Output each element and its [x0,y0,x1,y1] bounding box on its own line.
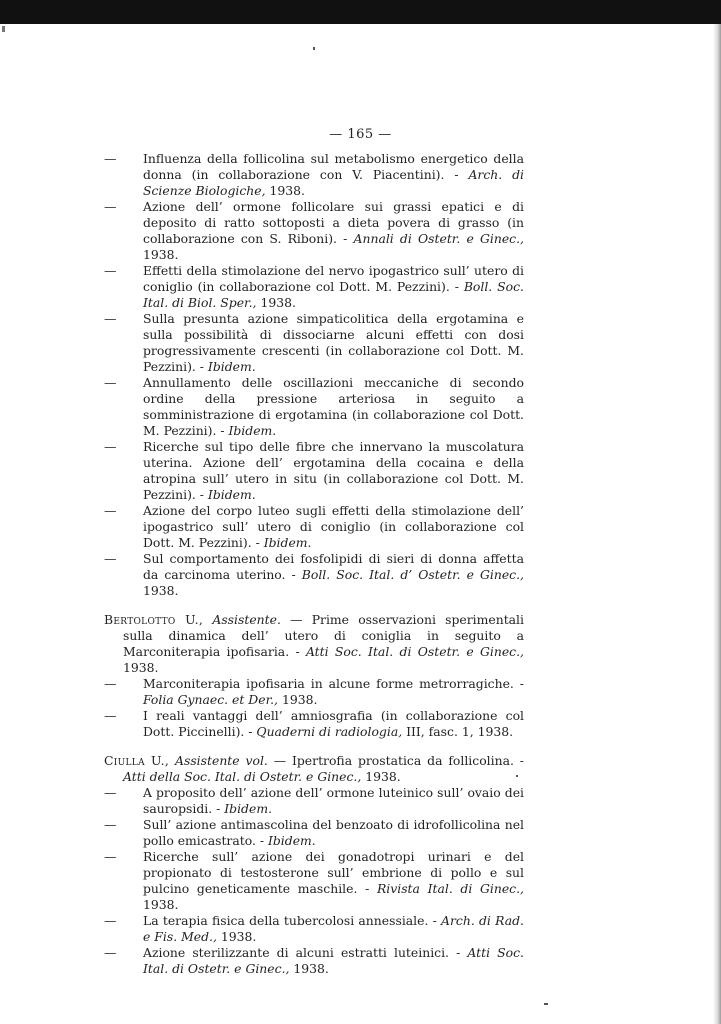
bibliography [104,151,524,977]
bibliography-entry: — Azione sterilizzante di alcuni estratti luteinici. - Atti Soc. Ital. di Ostetr. e Ginec., 1938. [104,945,524,976]
bibliography-block-0 [104,151,524,599]
author-name: Ciulla U., [104,753,170,768]
author-name: Bertolotto U., [104,612,204,627]
bibliography-entry: — Sulla presunta azione simpaticolitica della ergotamina e sulla possibilità di dissociarne alcuni effetti con dosi progressivamente crescenti (in collaborazione col Dott. M. Pezzini). - Ibidem. [104,311,524,374]
bibliography-entry: — Ricerche sul tipo delle fibre che innervano la muscolatura uterina. Azione dell’ ergotamina della cocaina e della atropina sull’ utero in situ (in collaborazione col Dott. M. Pezzini). - Ibidem. [104,439,524,502]
bibliography-entry: — A proposito dell’ azione dell’ ormone luteinico sull’ ovaio dei sauropsidi. - Ibidem. [104,785,524,816]
bibliography-block-2 [104,753,524,977]
bibliography-entry: — Marconiterapia ipofisaria in alcune forme metrorragiche. - Folia Gynaec. et Der., 1938. [104,676,524,707]
scan-speck [313,47,315,50]
author-role: Assistente vol. [175,753,268,768]
scan-right-edge [713,24,721,1024]
bibliography-entry: — I reali vantaggi dell’ amniosgrafia (in collaborazione col Dott. Piccinelli). - Quaderni di radiologia, III, fasc. 1, 1938. [104,708,524,739]
scan-top-border [0,0,721,24]
bibliography-entry: — Effetti della stimolazione del nervo ipogastrico sull’ utero di coniglio (in collaborazione col Dott. M. Pezzini). - Boll. Soc. Ital. di Biol. Sper., 1938. [104,263,524,310]
page-number: — 165 — [329,127,392,142]
scan-speck [544,1003,548,1005]
bibliography-block-1 [104,612,524,740]
bibliography-entry: — Annullamento delle oscillazioni meccaniche di secondo ordine della pressione arteriosa in seguito a somministrazione di ergotamina (in collaborazione col Dott. M. Pezzini). - Ibidem. [104,375,524,438]
bibliography-entry: — Azione del corpo luteo sugli effetti della stimolazione dell’ ipogastrico sull’ utero di coniglio (in collaborazione col Dott. M. Pezzini). - Ibidem. [104,503,524,550]
scan-mark [2,26,5,32]
author-role: Assistente. [212,612,281,627]
bibliography-entry: — Sul comportamento dei fosfolipidi di sieri di donna affetta da carcinoma uterino. - Boll. Soc. Ital. d’ Ostetr. e Ginec., 1938. [104,551,524,598]
bibliography-entry: — La terapia fisica della tubercolosi annessiale. - Arch. di Rad. e Fis. Med., 1938. [104,913,524,944]
bibliography-entry: — Influenza della follicolina sul metabolismo energetico della donna (in collaborazione con V. Piacentini). - Arch. di Scienze Biologiche, 1938. [104,151,524,198]
scan-speck [516,775,518,777]
bibliography-entry: — Sull’ azione antimascolina del benzoato di idrofollicolina nel pollo emicastrato. - Ibidem. [104,817,524,848]
author-entry: Bertolotto U., Assistente. — Prime osservazioni sperimentali sulla dinamica dell’ utero di coniglia in seguito a Marconiterapia ipofisaria. - Atti Soc. Ital. di Ostetr. e Ginec., 1938. [104,612,524,675]
bibliography-entry: — Azione dell’ ormone follicolare sui grassi epatici e di deposito di ratto sottoposti a dieta povera di grasso (in collaborazione con S. Riboni). - Annali di Ostetr. e Ginec., 1938. [104,199,524,262]
bibliography-entry: — Ricerche sull’ azione dei gonadotropi urinari e del propionato di testosterone sull’ embrione di pollo e sul pulcino geneticamente maschile. - Rivista Ital. di Ginec., 1938. [104,849,524,912]
author-entry: Ciulla U., Assistente vol. — Ipertrofia prostatica da follicolina. - Atti della Soc. Ital. di Ostetr. e Ginec., 1938. [104,753,524,784]
